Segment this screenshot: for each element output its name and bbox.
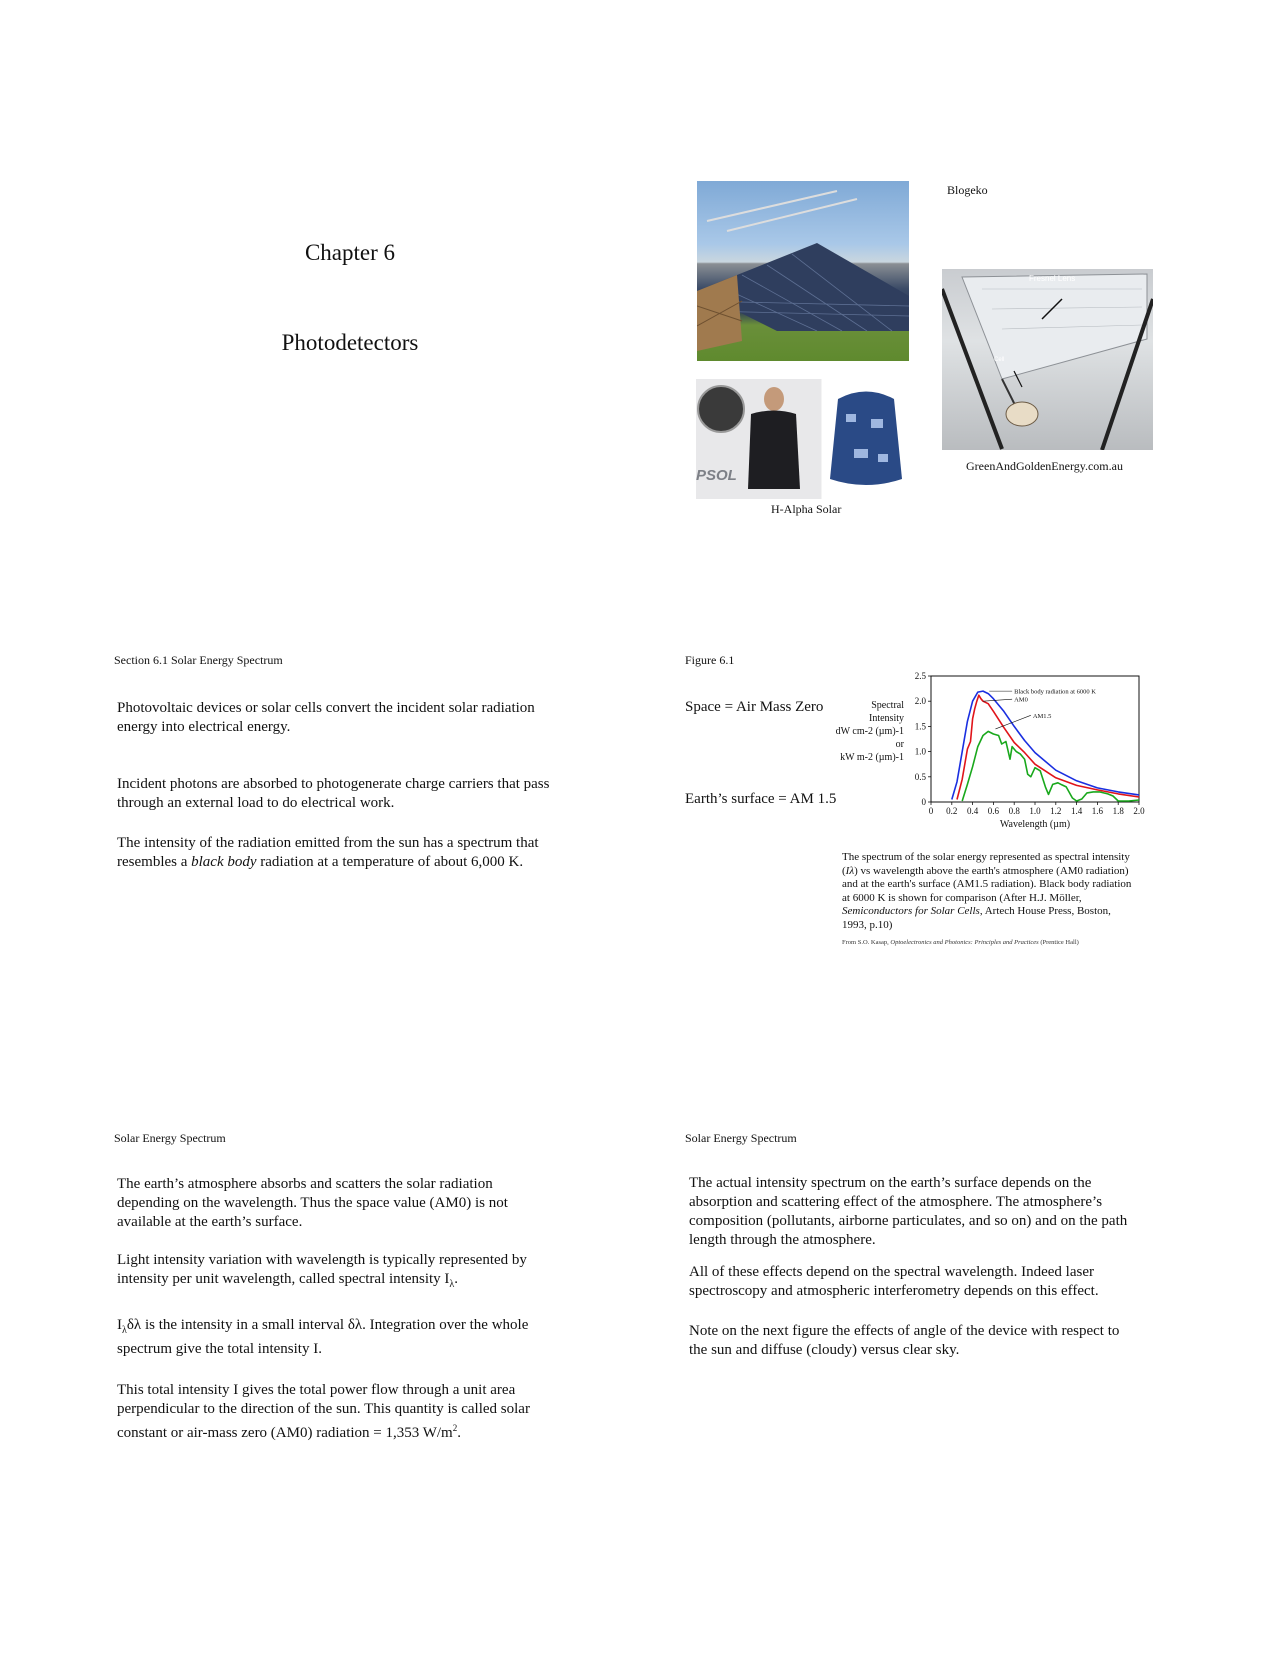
y-tick-label: 1.5 xyxy=(914,721,926,732)
x-tick-label: 0.6 xyxy=(987,806,1000,816)
series-line-am0 xyxy=(957,695,1139,799)
slide3-para1: Photovoltaic devices or solar cells convert the incident solar radiation energy into electrical energy. xyxy=(117,700,535,735)
x-tick-label: 1.2 xyxy=(1050,806,1062,816)
figure-caption xyxy=(842,851,1132,947)
solar-spectrum-chart xyxy=(905,666,1145,841)
chapter-subtitle: Photodetectors xyxy=(281,330,419,355)
x-tick-label: 1.0 xyxy=(1029,806,1041,816)
ylabel-line: Intensity xyxy=(869,713,904,724)
legend-label: AM0 xyxy=(1014,696,1028,704)
slide4-heading: Figure 6.1 xyxy=(685,653,735,667)
psol-sign: PSOL xyxy=(696,467,737,484)
y-tick-label: 0 xyxy=(921,797,926,807)
x-tick-label: 1.6 xyxy=(1091,806,1104,816)
slide6-para2: All of these effects depend on the spectral wavelength. Indeed laser spectroscopy and atmospheric interferometry depends on this effect. xyxy=(689,1264,1099,1299)
cell-label: Cell xyxy=(994,357,1005,363)
legend-leader-line xyxy=(983,699,1012,701)
caption-book-title: Semiconductors for Solar Cells xyxy=(842,905,980,917)
figure-source: From S.O. Kasap, Optoelectronics and Photonics: Principles and Practices (Prentice Hall) xyxy=(842,939,1079,946)
credit-green-golden-energy: GreenAndGoldenEnergy.com.au xyxy=(966,459,1123,473)
slide5-para1: The earth’s atmosphere absorbs and scatters the solar radiation depending on the wavelength. Thus the space value (AM0) is not available at the earth’s surface. xyxy=(117,1176,508,1230)
chart-y-axis-title xyxy=(808,699,904,764)
slide3-para2: Incident photons are absorbed to photogenerate charge carriers that pass through an external load to do electrical work. xyxy=(117,776,550,811)
fresnel-lens-photo xyxy=(942,269,1153,450)
x-tick-label: 2.0 xyxy=(1133,806,1145,816)
y-tick-label: 2.0 xyxy=(914,696,926,707)
legend-label: AM1.5 xyxy=(1032,712,1052,720)
solar-array-illustration xyxy=(697,181,909,361)
caption-symbol: Iλ xyxy=(845,864,855,877)
slide6-para1: The actual intensity spectrum on the earth’s surface depends on the absorption and scattering effect of the atmosphere. The atmosphere’s composition (pollutants, airborne particulates, and so on) and on the path length through the atmosphere. xyxy=(689,1175,1128,1248)
x-axis-title: Wavelength (µm) xyxy=(999,819,1071,830)
x-tick-label: 1.4 xyxy=(1070,806,1083,816)
solar-jacket-photo xyxy=(696,379,910,499)
slide3-body xyxy=(117,699,557,872)
chapter-title: Chapter 6 xyxy=(304,240,396,265)
slide5-para4: This total intensity I gives the total power flow through a unit area perpendicular to the direction of the sun. This quantity is called solar constant or air-mass zero (AM0) radiation = 1,353 $W/m^2$. xyxy=(117,1382,530,1441)
x-tick-label: 0.4 xyxy=(966,806,979,816)
ylabel-line: or xyxy=(895,739,904,750)
fresnel-lens-label: Fresnel Lens xyxy=(1029,274,1076,283)
credit-blogeko: Blogeko xyxy=(947,183,988,197)
label-space-am0: Space = Air Mass Zero xyxy=(685,699,824,715)
ylabel-line: kW m-2 (µm)-1 xyxy=(840,752,904,763)
slide5-para3: $I_\lambda\delta\lambda$ is the intensity in a small interval δλ. Integration over the whole spectrum give the total intensity I. xyxy=(117,1317,529,1357)
x-tick-label: 1.8 xyxy=(1112,806,1124,816)
credit-h-alpha-solar: H-Alpha Solar xyxy=(771,502,842,516)
x-tick-label: 0.2 xyxy=(946,806,958,816)
ylabel-line: dW cm-2 (µm)-1 xyxy=(835,726,904,737)
x-tick-label: 0 xyxy=(928,806,934,816)
y-tick-label: 1.0 xyxy=(914,746,926,757)
slide6-para3: Note on the next figure the effects of angle of the device with respect to the sun and diffuse (cloudy) versus clear sky. xyxy=(689,1323,1120,1358)
slide3-heading: Section 6.1 Solar Energy Spectrum xyxy=(114,653,283,667)
label-earth-am15: Earth’s surface = AM 1.5 xyxy=(685,791,837,807)
slide6-body xyxy=(689,1174,1129,1360)
solar-roof-photo xyxy=(697,181,909,361)
y-tick-label: 2.5 xyxy=(914,671,926,681)
slide5-body xyxy=(117,1175,557,1443)
slide5-para2: Light intensity variation with wavelength is typically represented by intensity per unit wavelength, called spectral intensity $I_\lambda$. xyxy=(117,1252,527,1290)
slide5-heading: Solar Energy Spectrum xyxy=(114,1131,226,1145)
y-tick-label: 0.5 xyxy=(914,771,926,782)
series-line-black xyxy=(952,688,1139,799)
ylabel-line: Spectral xyxy=(871,700,904,711)
x-tick-label: 0.8 xyxy=(1008,806,1020,816)
slide3-para3: The intensity of the radiation emitted from the sun has a spectrum that resembles a black body radiation at a temperature of about 6,000 K. xyxy=(117,835,539,870)
legend-label: Black body radiation at 6000 K xyxy=(1014,688,1096,696)
black-body-term: black body xyxy=(191,854,257,870)
fresnel-lens-illustration xyxy=(942,269,1153,450)
figure-caption-text: The spectrum of the solar energy represented as spectral intensity (Iλ) vs wavelength above the earth's atmosphere (AM0 radiation) and at the earth's surface (AM1.5 radiation). Black body radiation at 6000 K is shown for comparison (After H.J. Möller, Semiconductors for Solar Cells, Artech House Press, Boston, 1993, p.10) xyxy=(842,851,1132,931)
slide6-heading: Solar Energy Spectrum xyxy=(685,1131,797,1145)
